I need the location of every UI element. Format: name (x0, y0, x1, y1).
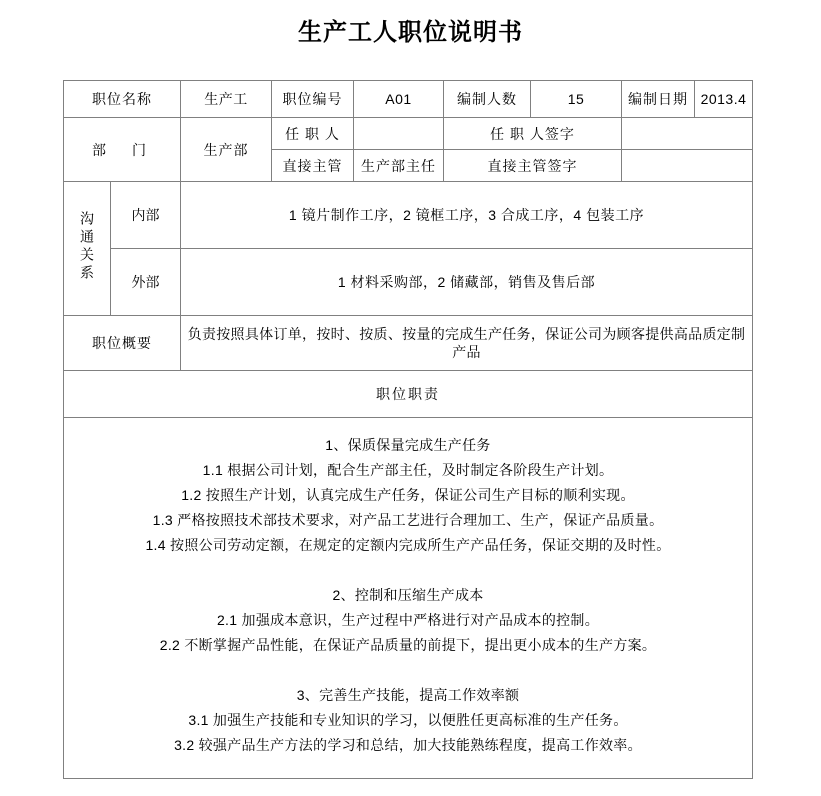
table-row-summary (64, 316, 753, 371)
duties-line-blank (64, 661, 752, 686)
communication-external-value: 1 材料采购部，2 储藏部，销售及售后部 (181, 249, 753, 316)
table-row-duties-header (64, 371, 753, 418)
supervisor-signature-label: 直接主管签字 (444, 150, 622, 182)
communication-section-label (64, 182, 111, 316)
communication-section-label-text: 沟通关系 (79, 210, 95, 283)
summary-value: 负责按照具体订单，按时、按质、按量的完成生产任务，保证公司为顾客提供高品质定制产品 (181, 316, 753, 371)
duties-line-blank (64, 561, 752, 586)
communication-internal-label: 内部 (111, 182, 181, 249)
position-name-value: 生产工 (181, 81, 272, 118)
duties-line-list (64, 436, 752, 761)
job-description-table (63, 80, 753, 779)
holder-value (354, 118, 444, 150)
position-code-label: 职位编号 (272, 81, 354, 118)
department-value: 生产部 (181, 118, 272, 182)
duties-line: 1.4 按照公司劳动定额，在规定的定额内完成所生产产品任务，保证交期的及时性。 (145, 536, 671, 553)
duties-line: 3、完善生产技能，提高工作效率额 (296, 686, 520, 703)
table-row-department-holder (64, 118, 753, 150)
duties-section-body (64, 418, 753, 779)
communication-internal-value: 1 镜片制作工序，2 镜框工序，3 合成工序，4 包装工序 (181, 182, 753, 249)
holder-label: 任 职 人 (272, 118, 354, 150)
duties-line: 2.2 不断掌握产品性能，在保证产品质量的前提下，提出更小成本的生产方案。 (159, 636, 657, 653)
duties-line: 2、控制和压缩生产成本 (332, 586, 484, 603)
page-title: 生产工人职位说明书 (298, 20, 523, 46)
duties-section-header: 职位职责 (64, 371, 753, 418)
duties-line: 3.1 加强生产技能和专业知识的学习，以便胜任更高标准的生产任务。 (188, 711, 628, 728)
compile-date-value: 2013.4 (695, 81, 753, 118)
supervisor-value: 生产部主任 (354, 150, 444, 182)
duties-line: 1.2 按照生产计划，认真完成生产任务，保证公司生产目标的顺利实现。 (181, 486, 635, 503)
table-row-duties-body (64, 418, 753, 779)
headcount-value: 15 (531, 81, 622, 118)
holder-signature-label: 任 职 人签字 (444, 118, 622, 150)
department-label: 部 门 (64, 118, 181, 182)
communication-external-label: 外部 (111, 249, 181, 316)
compile-date-label: 编制日期 (622, 81, 695, 118)
headcount-label: 编制人数 (444, 81, 531, 118)
holder-signature-value (622, 118, 753, 150)
position-code-value: A01 (354, 81, 444, 118)
table-row-basic-info (64, 81, 753, 118)
duties-line: 1、保质保量完成生产任务 (325, 436, 491, 453)
duties-line: 1.1 根据公司计划，配合生产部主任，及时制定各阶段生产计划。 (202, 461, 614, 478)
supervisor-label: 直接主管 (272, 150, 354, 182)
supervisor-signature-value (622, 150, 753, 182)
table-row-communication-internal (64, 182, 753, 249)
table-row-communication-external (64, 249, 753, 316)
summary-label: 职位概要 (64, 316, 181, 371)
duties-line: 2.1 加强成本意识，生产过程中严格进行对产品成本的控制。 (216, 611, 600, 628)
duties-line: 1.3 严格按照技术部技术要求，对产品工艺进行合理加工、生产，保证产品质量。 (152, 511, 664, 528)
position-name-label: 职位名称 (64, 81, 181, 118)
job-description-table-wrapper (63, 80, 752, 779)
duties-line: 3.2 较强产品生产方法的学习和总结，加大技能熟练程度，提高工作效率。 (174, 736, 642, 753)
